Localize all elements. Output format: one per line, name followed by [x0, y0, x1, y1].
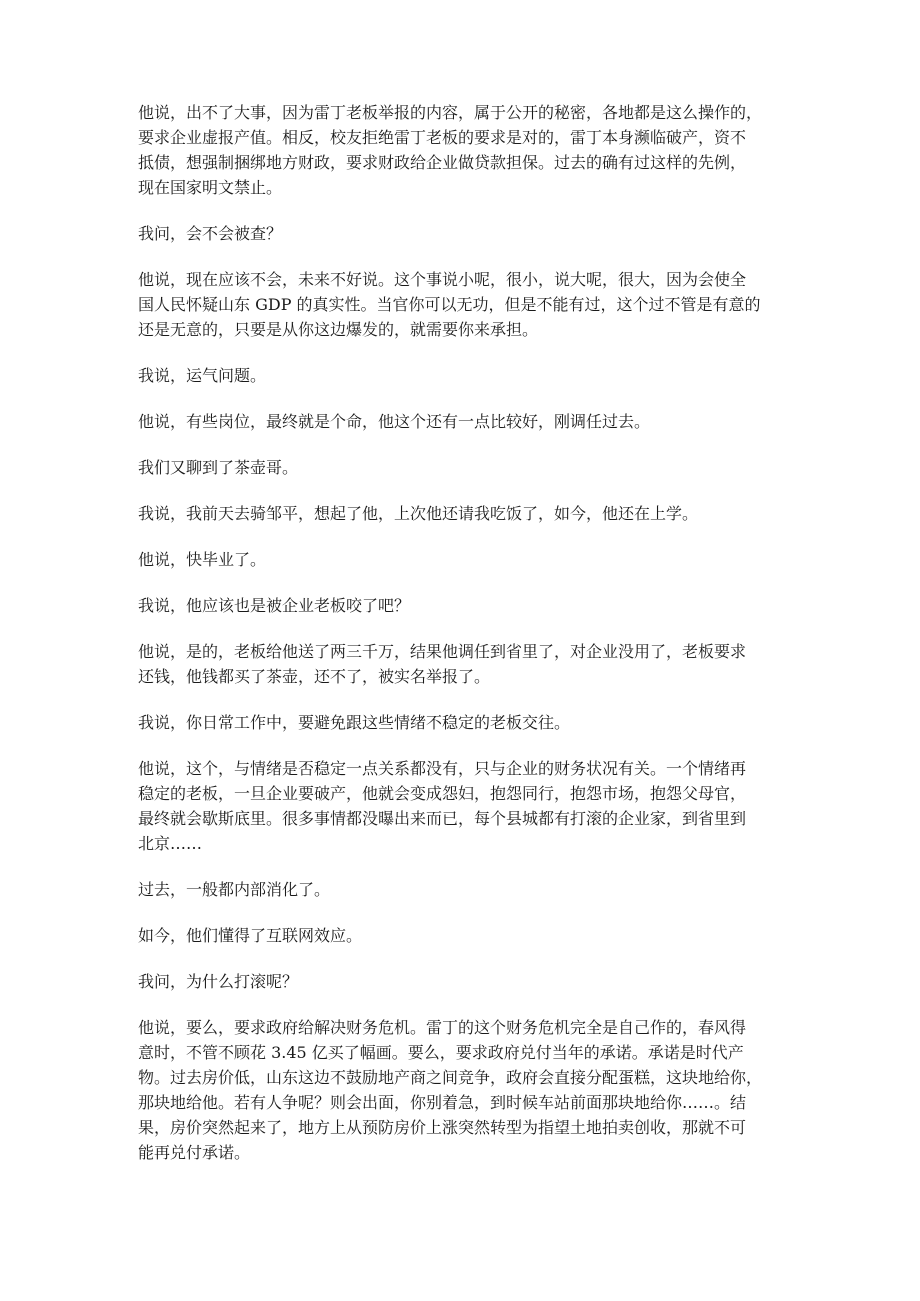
paragraph: 过去，一般都内部消化了。: [138, 880, 331, 899]
paragraph: 我问，会不会被查？: [138, 224, 283, 243]
paragraph: 我说，他应该也是被企业老板咬了吧？: [138, 596, 411, 615]
document-page: [138, 100, 788, 1186]
paragraph: 他说，这个，与情绪是否稳定一点关系都没有，只与企业的财务状况有关。一个情绪再 稳定的老板，一旦企业要破产，他就会变成怨妇，抱怨同行，抱怨市场，抱怨父母官， 最终就会歇斯底里。很多事情都没曝出来而已，每个县城都有打滚的企业家，到省里到 北京……: [138, 759, 747, 853]
paragraph: 我说，我前天去骑邹平，想起了他，上次他还请我吃饭了，如今，他还在上学。: [138, 504, 699, 523]
paragraph: 我说，运气问题。: [138, 366, 267, 385]
paragraph: 他说，有些岗位，最终就是个命，他这个还有一点比较好，刚调任过去。: [138, 412, 651, 431]
paragraph: 他说，快毕业了。: [138, 550, 267, 569]
paragraph: 他说，现在应该不会，未来不好说。这个事说小呢，很小，说大呢，很大，因为会使全 国人民怀疑山东 GDP 的真实性。当官你可以无功，但是不能有过，这个过不管是有意的 还是无意的，只要是从你这边爆发的，就需要你来承担。: [138, 270, 761, 339]
paragraph: 我们又聊到了茶壶哥。: [138, 458, 299, 477]
paragraph: 如今，他们懂得了互联网效应。: [138, 926, 363, 945]
paragraph: 我问，为什么打滚呢？: [138, 972, 299, 991]
paragraph: 我说，你日常工作中，要避免跟这些情绪不稳定的老板交往。: [138, 713, 571, 732]
paragraph: 他说，出不了大事，因为雷丁老板举报的内容，属于公开的秘密，各地都是这么操作的， 要求企业虚报产值。相反，校友拒绝雷丁老板的要求是对的，雷丁本身濒临破产，资不 抵债，想强制捆绑地方财政，要求财政给企业做贷款担保。过去的确有过这样的先例， 现在国家明文禁止。: [138, 103, 763, 197]
paragraph: 他说，要么，要求政府给解决财务危机。雷丁的这个财务危机完全是自己作的，春风得 意时，不管不顾花 3.45 亿买了幅画。要么，要求政府兑付当年的承诺。承诺是时代产 物。过去房价低，山东这边不鼓励地产商之间竞争，政府会直接分配蛋糕，这块地给你， 那块地给他。若有人争呢？则会出面，你别着急，到时候车站前面那块地给你……。结 果，房价突然起来了，地方上从预防房价上涨突然转型为指望土地拍卖创收，那就不可 能再兑付承诺。: [138, 1018, 763, 1162]
paragraph: 他说，是的，老板给他送了两三千万，结果他调任到省里了，对企业没用了，老板要求 还钱，他钱都买了茶壶，还不了，被实名举报了。: [138, 642, 747, 686]
